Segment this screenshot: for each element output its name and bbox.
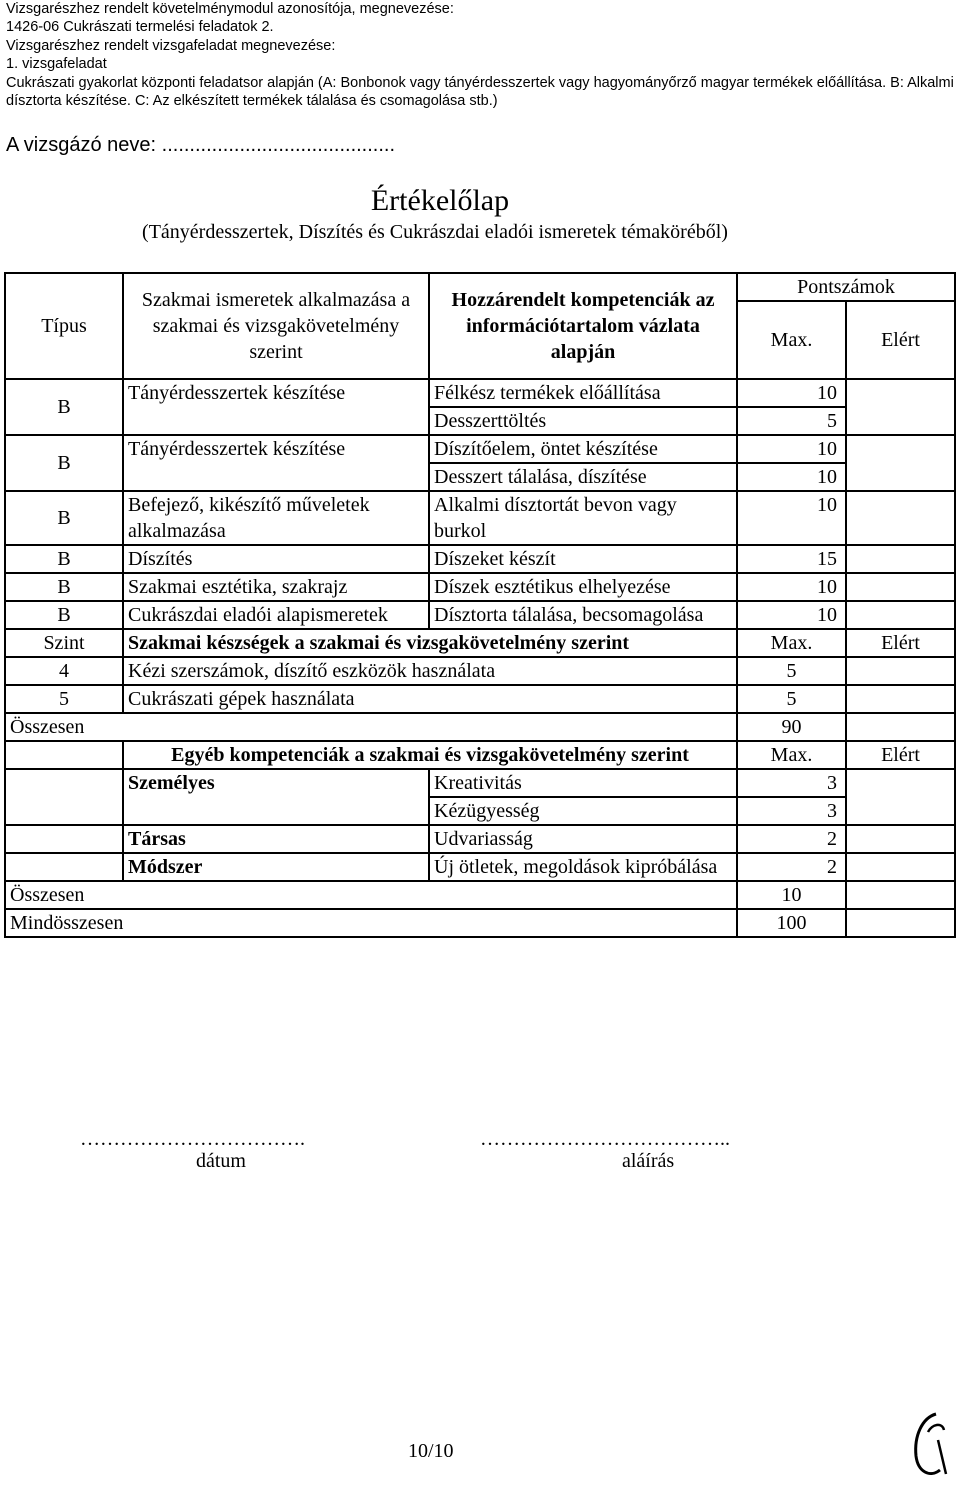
table-row — [5, 657, 955, 685]
skills-header-text: Szakmai készségek a szakmai és vizsgakövetelmény szerint — [123, 629, 737, 657]
row-type: B — [5, 491, 123, 545]
other-empty — [5, 853, 123, 881]
header-type: Típus — [5, 273, 123, 379]
other-category: Személyes — [123, 769, 429, 825]
row-max: 10 — [737, 463, 846, 491]
header-line-task-description: Cukrászati gyakorlat központi feladatsor alapján (A: Bonbonok vagy tányérdesszertek vagy hagyományőrző magyar termékek előállítása. B: Alkalmi dísztorta készítése. C: Az elkészített termékek tálalása és csomagolása stb.) — [6, 74, 954, 110]
header-line-task-label: Vizsgarészhez rendelt vizsgafeladat megnevezése: — [6, 37, 336, 54]
header-assigned-competencies: Hozzárendelt kompetenciák az információtartalom vázlata alapján — [429, 273, 737, 379]
skills-header-max: Max. — [737, 629, 846, 657]
skill-achieved — [846, 685, 955, 713]
skill-level: 4 — [5, 657, 123, 685]
document-header — [6, 0, 956, 110]
grand-total-row — [5, 909, 955, 937]
other-category: Módszer — [123, 853, 429, 881]
row-competency: Félkész termékek előállítása — [429, 379, 737, 407]
row-competency: Desszert tálalása, díszítése — [429, 463, 737, 491]
row-max: 15 — [737, 545, 846, 573]
table-row — [5, 601, 955, 629]
table-row — [5, 769, 955, 797]
skill-max: 5 — [737, 685, 846, 713]
row-topic: Tányérdesszertek készítése — [123, 435, 429, 491]
row-achieved — [846, 435, 955, 491]
row-max: 10 — [737, 573, 846, 601]
header-line-module-code: 1426-06 Cukrászati termelési feladatok 2. — [6, 19, 274, 36]
date-label: dátum — [196, 1150, 246, 1172]
other-header-achieved: Elért — [846, 741, 955, 769]
table-row — [5, 491, 955, 545]
other-max: 3 — [737, 769, 846, 797]
other-competency: Kézügyesség — [429, 797, 737, 825]
row-type: B — [5, 435, 123, 491]
header-max: Max. — [737, 301, 846, 379]
table-row — [5, 573, 955, 601]
skill-text: Cukrászati gépek használata — [123, 685, 737, 713]
skills-header-row — [5, 629, 955, 657]
skill-level: 5 — [5, 685, 123, 713]
page-subtitle: (Tányérdesszertek, Díszítés és Cukrászdai eladói ismeretek témaköréből) — [142, 221, 728, 243]
total-achieved — [846, 713, 955, 741]
row-competency: Díszek esztétikus elhelyezése — [429, 573, 737, 601]
grand-total-achieved — [846, 909, 955, 937]
row-topic: Szakmai esztétika, szakrajz — [123, 573, 429, 601]
other-header-row — [5, 741, 955, 769]
row-type: B — [5, 379, 123, 435]
row-topic: Cukrászdai eladói alapismeretek — [123, 601, 429, 629]
row-competency: Dísztorta tálalása, becsomagolása — [429, 601, 737, 629]
total-label: Összesen — [5, 881, 737, 909]
table-row — [5, 435, 955, 463]
page-number: 10/10 — [408, 1440, 454, 1462]
skills-header-achieved: Elért — [846, 629, 955, 657]
total-row — [5, 713, 955, 741]
other-max: 2 — [737, 825, 846, 853]
row-topic: Befejező, kikészítő műveletek alkalmazása — [123, 491, 429, 545]
other-category: Társas — [123, 825, 429, 853]
row-competency: Díszeket készít — [429, 545, 737, 573]
other-header-text: Egyéb kompetenciák a szakmai és vizsgakövetelmény szerint — [123, 741, 737, 769]
row-achieved — [846, 379, 955, 435]
other-achieved — [846, 825, 955, 853]
row-topic: Tányérdesszertek készítése — [123, 379, 429, 435]
header-achieved: Elért — [846, 301, 955, 379]
total-achieved — [846, 881, 955, 909]
other-header-empty — [5, 741, 123, 769]
other-header-max: Max. — [737, 741, 846, 769]
skills-header-level: Szint — [5, 629, 123, 657]
table-row — [5, 853, 955, 881]
row-type: B — [5, 601, 123, 629]
other-achieved — [846, 853, 955, 881]
other-max: 3 — [737, 797, 846, 825]
table-row — [5, 825, 955, 853]
row-competency: Díszítőelem, öntet készítése — [429, 435, 737, 463]
total-value: 10 — [737, 881, 846, 909]
other-empty — [5, 825, 123, 853]
skill-max: 5 — [737, 657, 846, 685]
table-row — [5, 379, 955, 407]
total-row — [5, 881, 955, 909]
row-topic: Díszítés — [123, 545, 429, 573]
row-achieved — [846, 573, 955, 601]
evaluation-table — [4, 272, 956, 938]
date-dots: ……………………………. — [80, 1128, 305, 1150]
row-max: 10 — [737, 435, 846, 463]
row-max: 5 — [737, 407, 846, 435]
other-max: 2 — [737, 853, 846, 881]
row-competency: Alkalmi dísztortát bevon vagy burkol — [429, 491, 737, 545]
row-type: B — [5, 545, 123, 573]
table-row — [5, 545, 955, 573]
candidate-name-field: A vizsgázó neve: .......................................... — [6, 134, 396, 156]
row-type: B — [5, 573, 123, 601]
signature-dots: ……………………………….. — [480, 1128, 730, 1150]
row-max: 10 — [737, 601, 846, 629]
row-max: 10 — [737, 379, 846, 407]
total-label: Összesen — [5, 713, 737, 741]
signature-label: aláírás — [622, 1150, 675, 1172]
other-empty — [5, 769, 123, 825]
grand-total-label: Mindösszesen — [5, 909, 737, 937]
other-competency: Udvariasság — [429, 825, 737, 853]
skill-achieved — [846, 657, 955, 685]
grand-total-value: 100 — [737, 909, 846, 937]
header-professional-knowledge: Szakmai ismeretek alkalmazása a szakmai és vizsgakövetelmény szerint — [123, 273, 429, 379]
other-achieved — [846, 769, 955, 825]
header-line-task-number: 1. vizsgafeladat — [6, 56, 107, 73]
other-competency: Új ötletek, megoldások kipróbálása — [429, 853, 737, 881]
row-achieved — [846, 491, 955, 545]
row-competency: Desszerttöltés — [429, 407, 737, 435]
row-achieved — [846, 545, 955, 573]
row-max: 10 — [737, 491, 846, 545]
page-title: Értékelőlap — [370, 184, 510, 217]
skill-text: Kézi szerszámok, díszítő eszközök használata — [123, 657, 737, 685]
total-value: 90 — [737, 713, 846, 741]
table-row — [5, 685, 955, 713]
other-competency: Kreativitás — [429, 769, 737, 797]
header-points: Pontszámok — [737, 273, 955, 301]
header-line-module-label: Vizsgarészhez rendelt követelménymodul azonosítója, megnevezése: — [6, 1, 454, 17]
handwritten-mark-icon — [908, 1410, 952, 1482]
row-achieved — [846, 601, 955, 629]
